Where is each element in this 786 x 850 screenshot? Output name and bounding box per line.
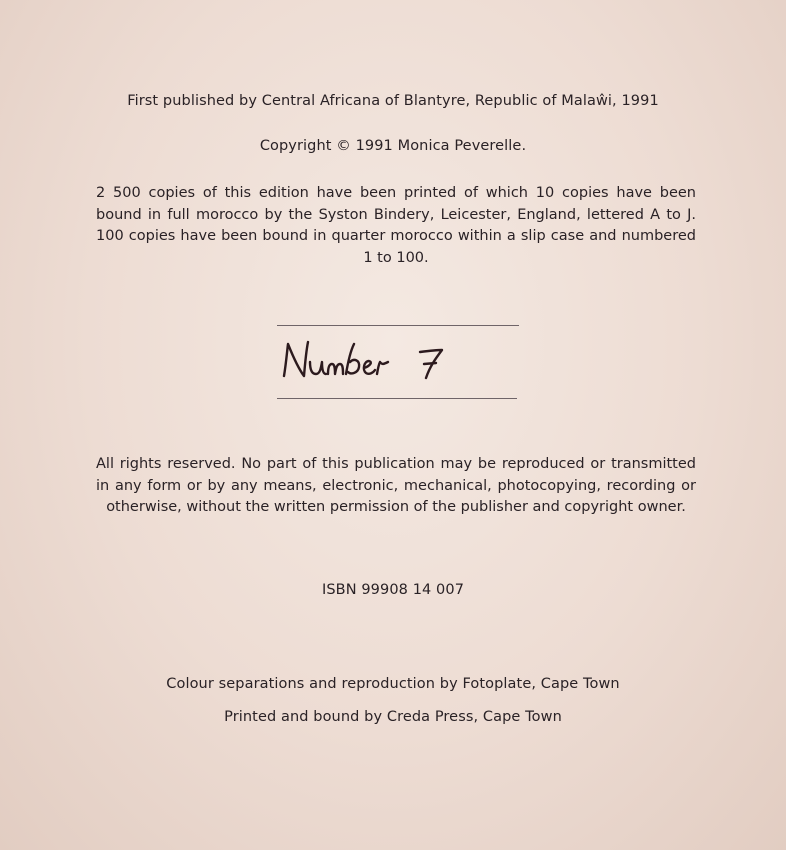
isbn-line: ISBN 99908 14 007 xyxy=(321,582,465,598)
edition-note: 2 500 copies of this edition have been printed of which 10 copies have been bound in full morocco by the Syston Bindery, Leicester, England, lettered A to J. 100 copies have been bound in quarter morocco within a slip case and numbered 1 to 100. xyxy=(96,185,696,266)
first-published-line: First published by Central Africana of Blantyre, Republic of Malaŵi, 1991 xyxy=(127,93,659,109)
handwritten-number-signature xyxy=(270,332,530,392)
top-rule xyxy=(277,325,519,326)
printed-by-line: Printed and bound by Creda Press, Cape Town xyxy=(224,709,562,725)
bottom-rule xyxy=(277,398,517,399)
copyright-line: Copyright © 1991 Monica Peverelle. xyxy=(259,138,527,154)
colour-separations-line: Colour separations and reproduction by Fotoplate, Cape Town xyxy=(166,676,620,692)
rights-reserved-paragraph: All rights reserved. No part of this publication may be reproduced or transmitted in any form or by any means, electronic, mechanical, photocopying, recording or otherwise, without the written permission of the publisher and copyright owner. xyxy=(96,456,696,515)
